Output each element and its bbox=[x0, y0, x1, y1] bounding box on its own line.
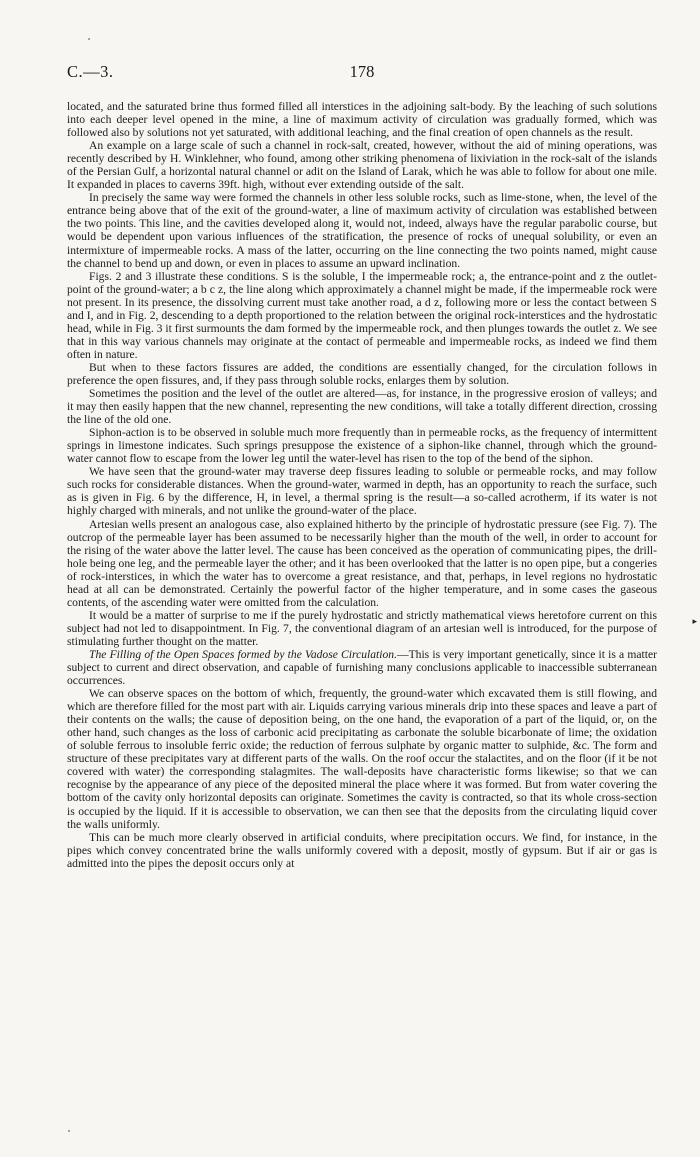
scan-speck bbox=[68, 1130, 70, 1132]
paragraph: located, and the saturated brine thus formed filled all interstices in the adjoining salt-body. By the leaching of such solutions into each deeper level opened in the mine, a line of maximum activity of circulation was gradually formed, which was followed also by solutions not yet saturated, with additional leaching, and the final creation of open channels as the result. bbox=[67, 100, 657, 140]
page-number: 178 bbox=[349, 62, 375, 81]
paragraph: But when to these factors fissures are added, the conditions are essentially changed, for the circulation follows in preference the open fissures, and, if they pass through soluble rocks, enlarges them by solution. bbox=[67, 360, 657, 387]
page-header bbox=[67, 62, 657, 84]
document-code: C.—3. bbox=[67, 62, 114, 81]
paragraph: We can observe spaces on the bottom of which, frequently, the ground-water which excavated them is still flowing, and which are therefore filled for the most part with air. Liquids carrying various minerals drip into these spaces and leave a part of their contents on the walls; the cause of deposition being, on the one hand, the evaporation of a part of the liquid, or, on the other hand, such changes as the loss of carbonic acid precipitating as carbonate the soluble bicarbonate of lime; the oxidation of soluble ferrous to insoluble ferric oxide; the reduction of ferrous sulphate by organic matter to sulphide, &c. The form and structure of these precipitates vary at different parts of the walls. On the roof occur the stalactites, and on the floor (if it be not covered with water) the corresponding stalagmites. The wall-deposits have characteristic forms likewise; so that we can recognise by the appearance of any piece of the deposited mineral the place where it was formed. But from water covering the bottom of the cavity only horizontal deposits can originate. Sometimes the cavity is contracted, so that its whole cross-section is occupied by the liquid. If it is accessible to observation, we can then see that the deposits from the circulating liquid cover the walls uniformly. bbox=[67, 687, 657, 831]
section-paragraph: The Filling of the Open Spaces formed by the Vadose Circulation.—This is very important genetically, since it is a matter subject to current and direct observation, and capable of furnishing many conclusions applicable to inaccessible subterranean occurrences. bbox=[67, 647, 657, 688]
paragraph: In precisely the same way were formed the channels in other less soluble rocks, such as lime-stone, when, the level of the entrance being above that of the exit of the ground-water, a line of maximum activity of circulation was established between the two points. This line, and the cavities developed along it, would not, indeed, always have the regular parabolic course, but would be dependent upon various influences of the stratification, the presence of rocks of unequal solubility, or even an intermixture of impermeable rocks. A mass of the latter, occurring on the line connecting the two points named, might cause the channel to bend up and down, or even in places to assume an upward inclination. bbox=[67, 191, 657, 270]
paragraph: We have seen that the ground-water may traverse deep fissures leading to soluble or permeable rocks, and may follow such rocks for considerable distances. When the ground-water, warmed in depth, has an opportunity to reach the surface, such as is given in Fig. 6 by the difference, H, in level, a thermal spring is the result—a so-called acrotherm, if its water is not highly charged with minerals, and not unlike the ground-water of the place. bbox=[67, 465, 657, 518]
paragraph: Sometimes the position and the level of the outlet are altered—as, for instance, in the progressive erosion of valleys; and it may then easily happen that the new channel, representing the new conditions, will take a totally different direction, crossing the line of the old one. bbox=[67, 387, 657, 427]
paragraph: Artesian wells present an analogous case, also explained hitherto by the principle of hydrostatic pressure (see Fig. 7). The outcrop of the permeable layer has been assumed to be necessarily higher than the mouth of the well, in order to account for the rising of the water above the latter level. The cause has been conceived as the operation of communicating pipes, the drill-hole being one leg, and the permeable layer the other; and it has been overlooked that the latter is no open pipe, but a congeries of rock-interstices, in which the water has to overcome a great resistance, and that, perhaps, in level regions no hydrostatic head at all can be demonstrated. Certainly the powerful factor of the higher temperature, and in some cases the gaseous contents, of the ascending water were omitted from the calculation. bbox=[67, 517, 657, 609]
body-text bbox=[67, 100, 657, 870]
margin-arrow-mark: ▸ bbox=[692, 616, 697, 626]
paragraph: Figs. 2 and 3 illustrate these conditions. S is the soluble, I the impermeable rock; a, the entrance-point and z the outlet-point of the ground-water; a b c z, the line along which approximately a channel might be made, if the impermeable rock were not present. In its presence, the dissolving current must take another road, a d z, following more or less the contact between S and I, and in Fig. 2, descending to a depth proportioned to the relation between the original rock-interstices and the hydrostatic head, while in Fig. 3 it first surmounts the dam formed by the impermeable rock, and then plunges towards the outlet z. We see that in this way various channels may originate at the contact of permeable and impermeable rocks, as indeed we find them often in nature. bbox=[67, 269, 657, 361]
paragraph: An example on a large scale of such a channel in rock-salt, created, however, without the aid of mining operations, was recently described by H. Winklehner, who found, among other striking phenomena of lixiviation in the rock-salt of the islands of the Persian Gulf, a horizontal natural channel or adit on the Island of Larak, which he was able to follow for about one mile. It expanded in places to caverns 39ft. high, without ever extending outside of the salt. bbox=[67, 139, 657, 192]
paragraph: This can be much more clearly observed in artificial conduits, where precipitation occurs. We find, for instance, in the pipes which convey concentrated brine the walls uniformly covered with a deposit, mostly of gypsum. But if air or gas is admitted into the pipes the deposit occurs only at bbox=[67, 830, 657, 870]
scan-speck bbox=[88, 38, 90, 40]
section-title: The Filling of the Open Spaces formed by the Vadose Circulation. bbox=[89, 647, 397, 661]
paragraph: Siphon-action is to be observed in soluble much more frequently than in permeable rocks, as the frequency of intermittent springs in limestone indicates. Such springs presuppose the existence of a siphon-like channel, through which the ground-water cannot flow to escape from the lower leg until the water-level has risen to the top of the bend of the siphon. bbox=[67, 426, 657, 466]
paragraph: It would be a matter of surprise to me if the purely hydrostatic and strictly mathematical views heretofore current on this subject had not led to disappointment. In Fig. 7, the conventional diagram of an artesian well is introduced, for the purpose of stimulating further thought on the matter. bbox=[67, 608, 657, 648]
